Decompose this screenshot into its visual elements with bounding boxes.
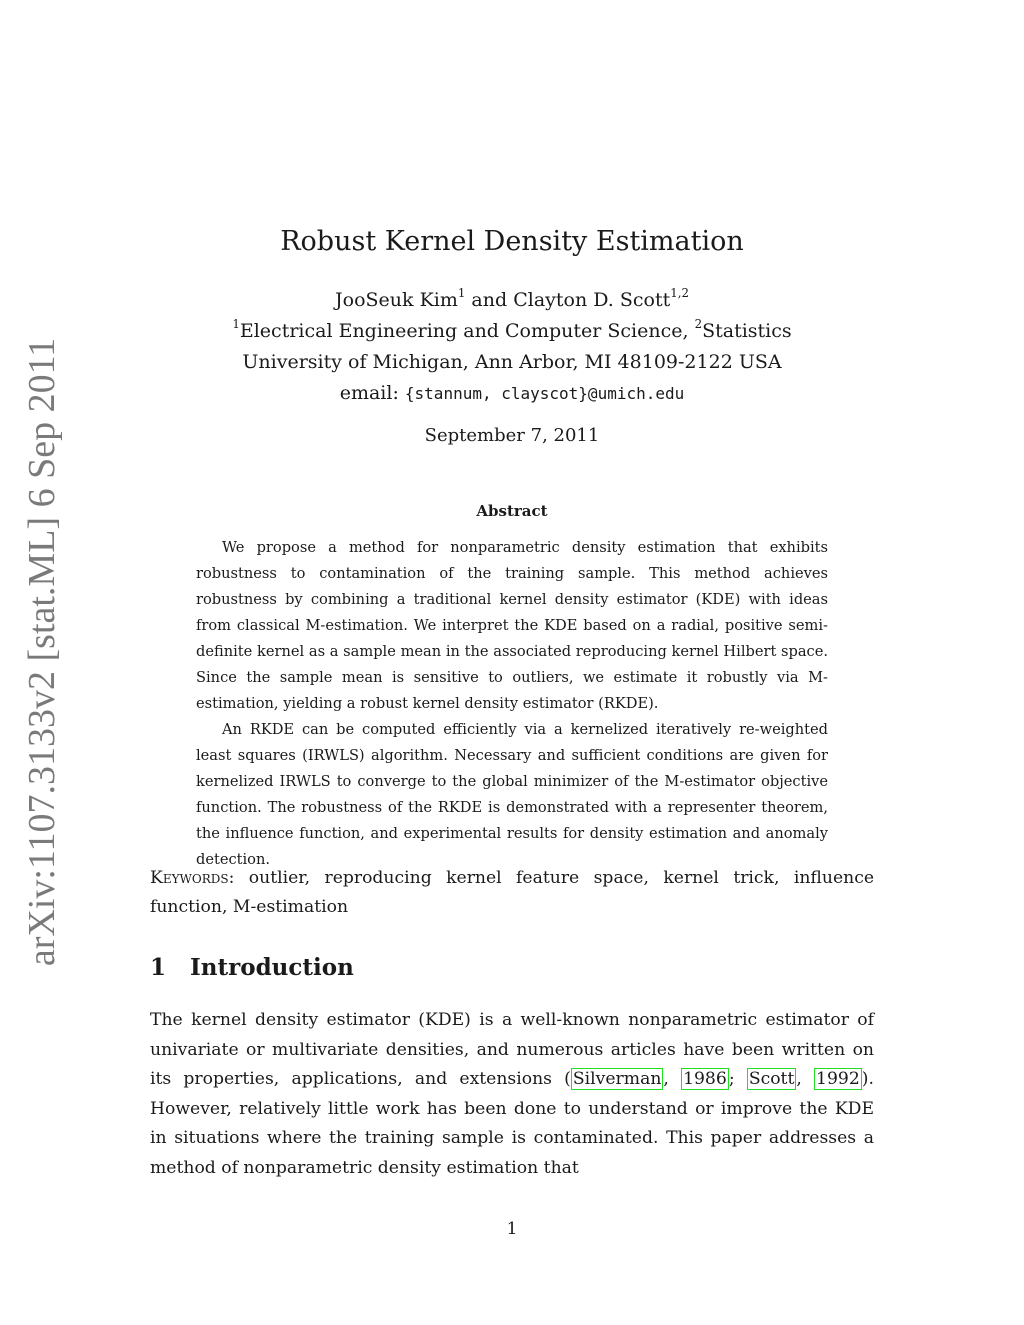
abstract-paragraph-1 [196, 535, 828, 717]
affiliation-mark-1: 1 [232, 316, 240, 331]
university-line: University of Michigan, Ann Arbor, MI 48109-2122 USA [242, 351, 782, 373]
keywords-text: : outlier, reproducing kernel feature space, kernel trick, influence function, M-estimation [150, 868, 874, 917]
section-heading [150, 954, 354, 981]
abstract-text-1: We propose a method for nonparametric density estimation that exhibits robustness to contamination of the training sample. This method achieves robustness by combining a traditional kernel density estimator (KDE) with ideas from classical M-estimation. We interpret the KDE based on a radial, positive semi-definite kernel as a sample mean in the associated reproducing kernel Hilbert space. Since the sample mean is sensitive to outliers, we estimate it robustly via M-estimation, yielding a robust kernel density estimator (RKDE). [196, 539, 828, 712]
keywords-label: Keywords [150, 868, 229, 888]
affiliation-department: Electrical Engineering and Computer Science, [239, 320, 695, 342]
email-label: email: [339, 382, 405, 404]
abstract-paragraph-2 [196, 717, 828, 873]
author-1-affiliation-mark: 1 [457, 285, 466, 300]
author-conjunction: and [465, 289, 514, 311]
section-number: 1 [150, 954, 167, 981]
email-address[interactable]: {stannum, clayscot}@umich.edu [404, 384, 685, 403]
section-title: Introduction [190, 954, 354, 981]
abstract-text-2: An RKDE can be computed efficiently via a kernelized iteratively re-weighted least squares (IRWLS) algorithm. Necessary and sufficient conditions are given for kernelized IRWLS to converge to the global minimizer of the M-estimator objective function. The robustness of the RKDE is demonstrated with a representer theorem, the influence function, and experimental results for density estimation and anomaly detection. [196, 721, 828, 868]
author-2: Clayton D. Scott [513, 289, 671, 311]
publication-date: September 7, 2011 [424, 425, 600, 446]
citation-link-silverman[interactable]: Silverman [572, 1069, 662, 1089]
email-line [0, 382, 1024, 404]
arxiv-identifier: arXiv:1107.3133v2 [stat.ML] 6 Sep 2011 [21, 337, 63, 967]
abstract-heading: Abstract [476, 502, 548, 520]
affiliation-department-2: Statistics [702, 320, 792, 342]
paper-title: Robust Kernel Density Estimation [280, 226, 744, 257]
author-2-affiliation-mark: 1,2 [670, 285, 689, 300]
authors [0, 285, 1024, 311]
page-number: 1 [506, 1219, 518, 1239]
citation-link-silverman-year[interactable]: 1986 [683, 1069, 727, 1089]
affiliation-line [0, 316, 1024, 342]
keywords-line [150, 864, 874, 922]
citation-link-scott[interactable]: Scott [748, 1069, 795, 1089]
intro-paragraph: The kernel density estimator (KDE) is a well-known nonparametric estimator of univariate or multivariate densities, and numerous articles have been written on its properties, applications, and extensions ( Silverman , 1986 ; Scott , 1992 ). However, relatively little work has been done to understand or improve the KDE in situations where the training sample is contaminated. This paper addresses a method of nonparametric density estimation that [150, 1010, 874, 1178]
intro-text-2: ). However, relatively little work has been done to understand or improve the KDE in situations where the training sample is contaminated. This paper addresses a method of nonparametric density estimation that [150, 1069, 874, 1178]
affiliation-mark-2: 2 [694, 316, 703, 331]
author-1: JooSeuk Kim [335, 289, 458, 311]
intro-text-1: The kernel density estimator (KDE) is a well-known nonparametric estimator of univariate or multivariate densities, and numerous articles have been written on its properties, applications, and extensions ( [150, 1010, 874, 1089]
citation-separator: ; [728, 1069, 747, 1089]
citation-link-scott-year[interactable]: 1992 [816, 1069, 860, 1089]
